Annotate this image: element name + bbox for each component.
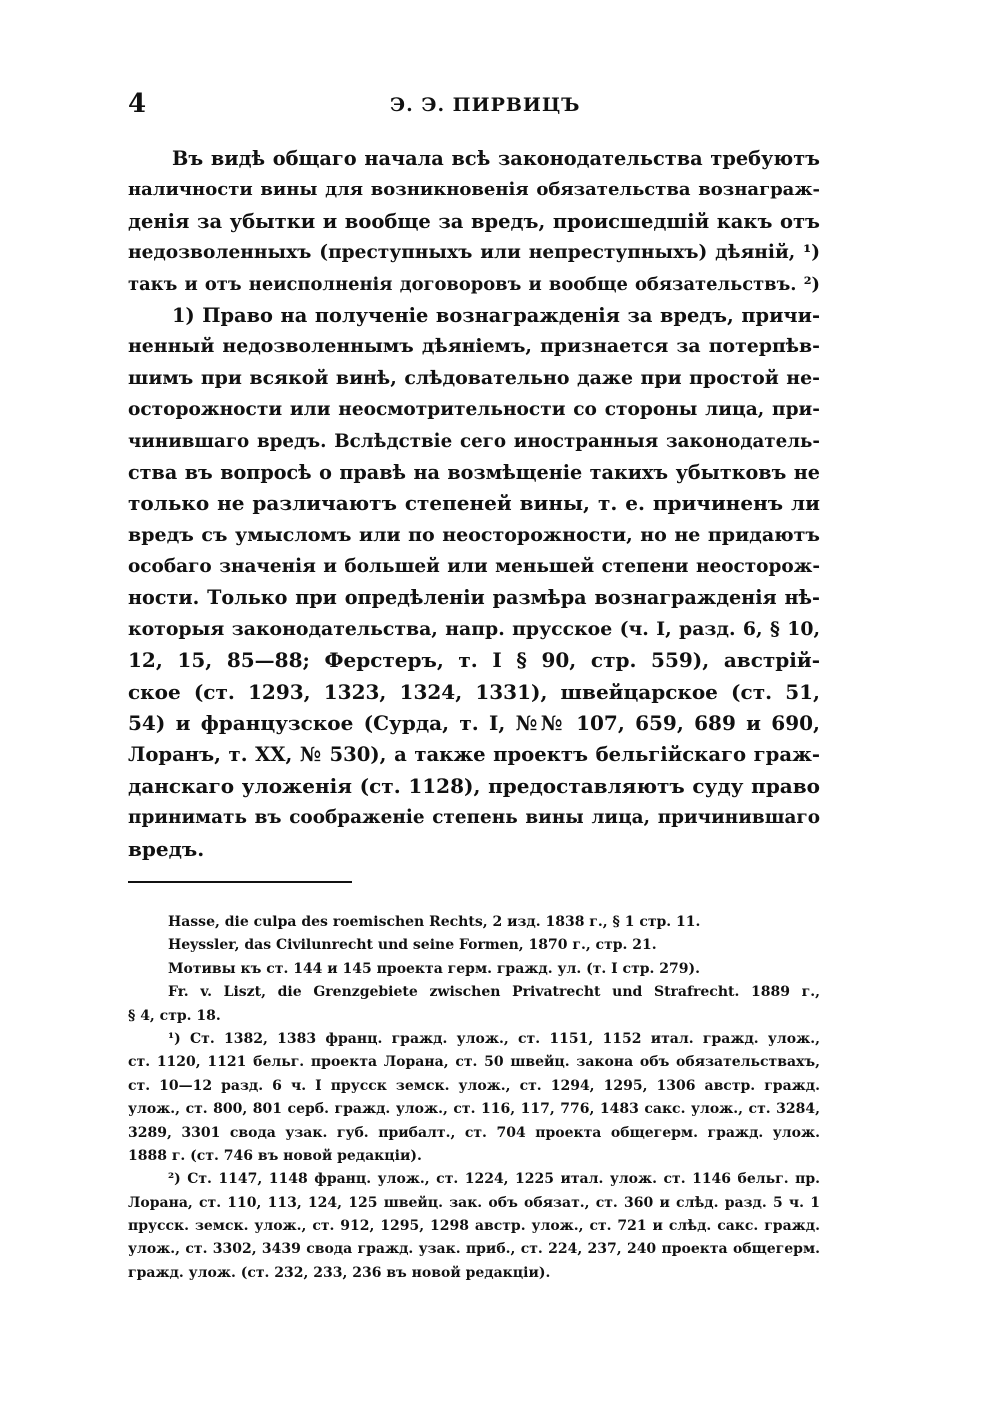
text-line: 54) и французское (Сурда, т. I, №№ 107, 659, 689 и 690,	[128, 711, 820, 736]
text-line: 12, 15, 85—88; Ферстеръ, т. I § 90, стр. 559), австрій-	[128, 648, 820, 673]
text-line: ское (ст. 1293, 1323, 1324, 1331), швейцарское (ст. 51,	[128, 679, 820, 704]
footnote-line: гражд. улож. (ст. 232, 233, 236 въ новой редакціи).	[128, 1264, 551, 1281]
footnotes	[128, 911, 820, 1285]
text-line: принимать въ соображеніе степень вины лица, причинившаго	[128, 807, 820, 829]
text-line: вредъ съ умысломъ или по неосторожности, но не придаютъ	[128, 523, 820, 546]
text-line: которыя законодательства, напр. прусское (ч. I, разд. 6, § 10,	[128, 617, 820, 640]
text-line: вредъ.	[128, 836, 205, 861]
text-line: ненный недозволеннымъ дѣяніемъ, признается за потерпѣв-	[128, 335, 820, 358]
text-line: денія за убытки и вообще за вредъ, происшедшій какъ отъ	[128, 209, 820, 233]
running-head: Э. Э. ПИРВИЦЪ	[390, 94, 581, 116]
footnote-line: ¹) Ст. 1382, 1383 франц. гражд. улож., ст. 1151, 1152 итал. гражд. улож.,	[168, 1030, 820, 1047]
footnote-line: ²) Ст. 1147, 1148 франц. улож., ст. 1224, 1225 итал. улож. ст. 1146 бельг. пр.	[168, 1171, 820, 1188]
text-line: только не различаютъ степеней вины, т. е. причиненъ ли	[128, 491, 820, 516]
text-line: чинившаго вредъ. Вслѣдствіе сего иностранныя законодатель-	[128, 430, 820, 452]
footnote-line: прусск. земск. улож., ст. 912, 1295, 1298 австр. улож., ст. 721 и слѣд. сакс. гражд.	[128, 1218, 820, 1235]
footnote-line: улож., ст. 3302, 3439 свода гражд. узак. приб., ст. 224, 237, 240 проекта общегерм.	[128, 1241, 820, 1258]
footnote-line: 3289, 3301 свода узак. губ. прибалт., ст. 704 проекта общегерм. гражд. улож.	[128, 1124, 820, 1141]
text-line: шимъ при всякой винѣ, слѣдовательно даже при простой не-	[128, 366, 820, 389]
page-header	[0, 84, 1000, 124]
footnote-line: улож., ст. 800, 801 серб. гражд. улож., ст. 116, 117, 776, 1483 сакс. улож., ст. 3284,	[128, 1101, 820, 1118]
text-line: недозволенныхъ (преступныхъ или непреступныхъ) дѣяній, ¹)	[128, 242, 820, 264]
footnote-line: Hasse, die culpa des roemischen Rechts, 2 изд. 1838 г., § 1 стр. 11.	[168, 914, 701, 930]
text-line: такъ и отъ неисполненія договоровъ и вообще обязательствъ. ²)	[128, 273, 820, 295]
footnote-line: Fr. v. Liszt, die Grenzgebiete zwischen Privatrecht und Strafrecht. 1889 г.,	[168, 984, 820, 1001]
footnote-divider	[128, 881, 352, 883]
text-line: Въ видѣ общаго начала всѣ законодательства требуютъ	[172, 147, 820, 170]
footnote-line: Мотивы къ ст. 144 и 145 проекта герм. гражд. ул. (т. I стр. 279).	[168, 960, 701, 977]
main-text	[128, 143, 820, 865]
page-number: 4	[128, 89, 147, 119]
footnote-line: ст. 1120, 1121 бельг. проекта Лорана, ст. 50 швейц. закона объ обязательствахъ,	[128, 1054, 820, 1071]
text-line: Лоранъ, т. XX, № 530), а также проектъ бельгійскаго граж-	[128, 743, 820, 767]
footnote-line: Лорана, ст. 110, 113, 124, 125 швейц. зак. объ обязат., ст. 360 и слѣд. разд. 5 ч. 1	[128, 1194, 820, 1211]
text-line: осторожности или неосмотрительности со стороны лица, при-	[128, 399, 820, 421]
footnote-line: Heyssler, das Civilunrecht und seine Formen, 1870 г., стр. 21.	[168, 937, 657, 954]
footnote-line: 1888 г. (ст. 746 въ новой редакціи).	[128, 1147, 422, 1164]
text-line: наличности вины для возникновенія обязательства вознаграж-	[128, 179, 820, 201]
footnote-line: ст. 10—12 разд. 6 ч. I прусск земск. улож., ст. 1294, 1295, 1306 австр. гражд.	[128, 1077, 820, 1094]
text-line: ства въ вопросѣ о правѣ на возмѣщеніе такихъ убытковъ не	[128, 460, 820, 484]
text-line: данскаго уложенія (ст. 1128), предоставляютъ суду право	[128, 773, 820, 798]
text-line: особаго значенія и большей или меньшей степени неосторож-	[128, 556, 820, 578]
text-line: 1) Право на полученіе вознагражденія за вредъ, причи-	[172, 303, 820, 327]
text-line: ности. Только при опредѣленіи размѣра вознагражденія нѣ-	[128, 586, 820, 610]
footnote-line: § 4, стр. 18.	[128, 1007, 221, 1024]
